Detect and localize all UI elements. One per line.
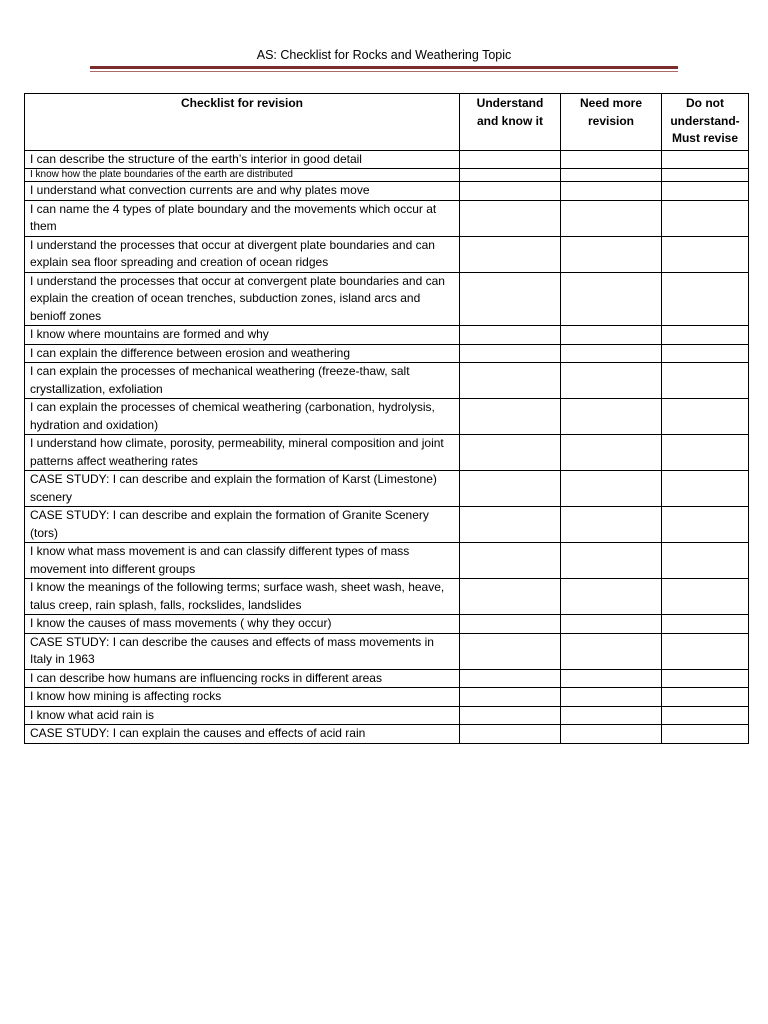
need-revision-cell[interactable] (561, 344, 662, 363)
need-revision-cell[interactable] (561, 706, 662, 725)
table-row (25, 182, 749, 201)
understand-cell[interactable] (460, 579, 561, 615)
need-revision-cell[interactable] (561, 150, 662, 169)
need-revision-cell[interactable] (561, 435, 662, 471)
do-not-understand-cell[interactable] (662, 725, 749, 744)
understand-cell[interactable] (460, 435, 561, 471)
checklist-item-text: I know the causes of mass movements ( why they occur) (25, 615, 460, 634)
table-row (25, 272, 749, 326)
table-row (25, 706, 749, 725)
checklist-item-text: I can name the 4 types of plate boundary and the movements which occur at them (25, 200, 460, 236)
understand-cell[interactable] (460, 236, 561, 272)
checklist-item-text: I can explain the processes of chemical weathering (carbonation, hydrolysis, hydration and oxidation) (25, 399, 460, 435)
checklist-item-text: CASE STUDY: I can explain the causes and effects of acid rain (25, 725, 460, 744)
need-revision-cell[interactable] (561, 169, 662, 182)
need-revision-cell[interactable] (561, 236, 662, 272)
understand-cell[interactable] (460, 706, 561, 725)
table-row (25, 471, 749, 507)
header-row (25, 94, 749, 151)
do-not-understand-cell[interactable] (662, 706, 749, 725)
do-not-understand-cell[interactable] (662, 326, 749, 345)
understand-cell[interactable] (460, 344, 561, 363)
table-row (25, 615, 749, 634)
table-row (25, 579, 749, 615)
understand-cell[interactable] (460, 688, 561, 707)
checklist-item-text: I understand the processes that occur at convergent plate boundaries and can explain the creation of ocean trenches, subduction zones, island arcs and benioff zones (25, 272, 460, 326)
do-not-understand-cell[interactable] (662, 688, 749, 707)
checklist-item-text: I know how the plate boundaries of the earth are distributed (25, 169, 460, 182)
understand-cell[interactable] (460, 615, 561, 634)
need-revision-cell[interactable] (561, 579, 662, 615)
understand-cell[interactable] (460, 200, 561, 236)
header-rule (90, 66, 678, 69)
understand-cell[interactable] (460, 507, 561, 543)
table-row (25, 399, 749, 435)
table-row (25, 363, 749, 399)
checklist-item-text: I understand how climate, porosity, permeability, mineral composition and joint patterns affect weathering rates (25, 435, 460, 471)
understand-cell[interactable] (460, 725, 561, 744)
do-not-understand-cell[interactable] (662, 435, 749, 471)
need-revision-cell[interactable] (561, 669, 662, 688)
do-not-understand-cell[interactable] (662, 182, 749, 201)
do-not-understand-cell[interactable] (662, 669, 749, 688)
checklist-item-text: I know what mass movement is and can classify different types of mass movement into different groups (25, 543, 460, 579)
page-title: AS: Checklist for Rocks and Weathering Topic (256, 48, 512, 62)
understand-cell[interactable] (460, 543, 561, 579)
do-not-understand-cell[interactable] (662, 471, 749, 507)
table-row (25, 435, 749, 471)
checklist-item-text: CASE STUDY: I can describe the causes and effects of mass movements in Italy in 1963 (25, 633, 460, 669)
column-header-checklist: Checklist for revision (25, 94, 460, 151)
need-revision-cell[interactable] (561, 543, 662, 579)
table-row (25, 169, 749, 182)
need-revision-cell[interactable] (561, 363, 662, 399)
do-not-understand-cell[interactable] (662, 543, 749, 579)
need-revision-cell[interactable] (561, 688, 662, 707)
table-row (25, 633, 749, 669)
checklist-item-text: I know how mining is affecting rocks (25, 688, 460, 707)
understand-cell[interactable] (460, 150, 561, 169)
do-not-understand-cell[interactable] (662, 363, 749, 399)
need-revision-cell[interactable] (561, 615, 662, 634)
header-rule-thin (90, 71, 678, 72)
do-not-understand-cell[interactable] (662, 236, 749, 272)
checklist-item-text: I can describe how humans are influencing rocks in different areas (25, 669, 460, 688)
need-revision-cell[interactable] (561, 326, 662, 345)
do-not-understand-cell[interactable] (662, 150, 749, 169)
checklist-item-text: CASE STUDY: I can describe and explain the formation of Granite Scenery (tors) (25, 507, 460, 543)
table-row (25, 344, 749, 363)
understand-cell[interactable] (460, 363, 561, 399)
understand-cell[interactable] (460, 326, 561, 345)
need-revision-cell[interactable] (561, 272, 662, 326)
understand-cell[interactable] (460, 399, 561, 435)
table-row (25, 507, 749, 543)
do-not-understand-cell[interactable] (662, 579, 749, 615)
understand-cell[interactable] (460, 633, 561, 669)
do-not-understand-cell[interactable] (662, 344, 749, 363)
table-row (25, 669, 749, 688)
checklist-item-text: I understand the processes that occur at divergent plate boundaries and can explain sea floor spreading and creation of ocean ridges (25, 236, 460, 272)
checklist-table (24, 93, 749, 744)
need-revision-cell[interactable] (561, 633, 662, 669)
do-not-understand-cell[interactable] (662, 399, 749, 435)
need-revision-cell[interactable] (561, 182, 662, 201)
table-row (25, 543, 749, 579)
checklist-item-text: I can describe the structure of the earth’s interior in good detail (25, 150, 460, 169)
table-row (25, 150, 749, 169)
checklist-item-text: I can explain the difference between erosion and weathering (25, 344, 460, 363)
table-row (25, 236, 749, 272)
do-not-understand-cell[interactable] (662, 169, 749, 182)
do-not-understand-cell[interactable] (662, 615, 749, 634)
understand-cell[interactable] (460, 182, 561, 201)
checklist-item-text: I know where mountains are formed and why (25, 326, 460, 345)
checklist-item-text: I know the meanings of the following terms; surface wash, sheet wash, heave, talus creep, rain splash, falls, rockslides, landslides (25, 579, 460, 615)
understand-cell[interactable] (460, 669, 561, 688)
checklist-item-text: I understand what convection currents are and why plates move (25, 182, 460, 201)
checklist-item-text: I can explain the processes of mechanical weathering (freeze-thaw, salt crystallization, exfoliation (25, 363, 460, 399)
understand-cell[interactable] (460, 471, 561, 507)
table-row (25, 200, 749, 236)
checklist-item-text: CASE STUDY: I can describe and explain the formation of Karst (Limestone) scenery (25, 471, 460, 507)
understand-cell[interactable] (460, 272, 561, 326)
table-row (25, 326, 749, 345)
column-header-understand: Understand and know it (460, 94, 561, 151)
need-revision-cell[interactable] (561, 725, 662, 744)
need-revision-cell[interactable] (561, 471, 662, 507)
do-not-understand-cell[interactable] (662, 633, 749, 669)
table-row (25, 725, 749, 744)
table-row (25, 688, 749, 707)
do-not-understand-cell[interactable] (662, 507, 749, 543)
checklist-item-text: I know what acid rain is (25, 706, 460, 725)
need-revision-cell[interactable] (561, 399, 662, 435)
column-header-do-not-understand: Do not understand- Must revise (662, 94, 749, 151)
do-not-understand-cell[interactable] (662, 200, 749, 236)
do-not-understand-cell[interactable] (662, 272, 749, 326)
checklist-body (25, 150, 749, 743)
column-header-need-revision: Need more revision (561, 94, 662, 151)
need-revision-cell[interactable] (561, 200, 662, 236)
need-revision-cell[interactable] (561, 507, 662, 543)
understand-cell[interactable] (460, 169, 561, 182)
